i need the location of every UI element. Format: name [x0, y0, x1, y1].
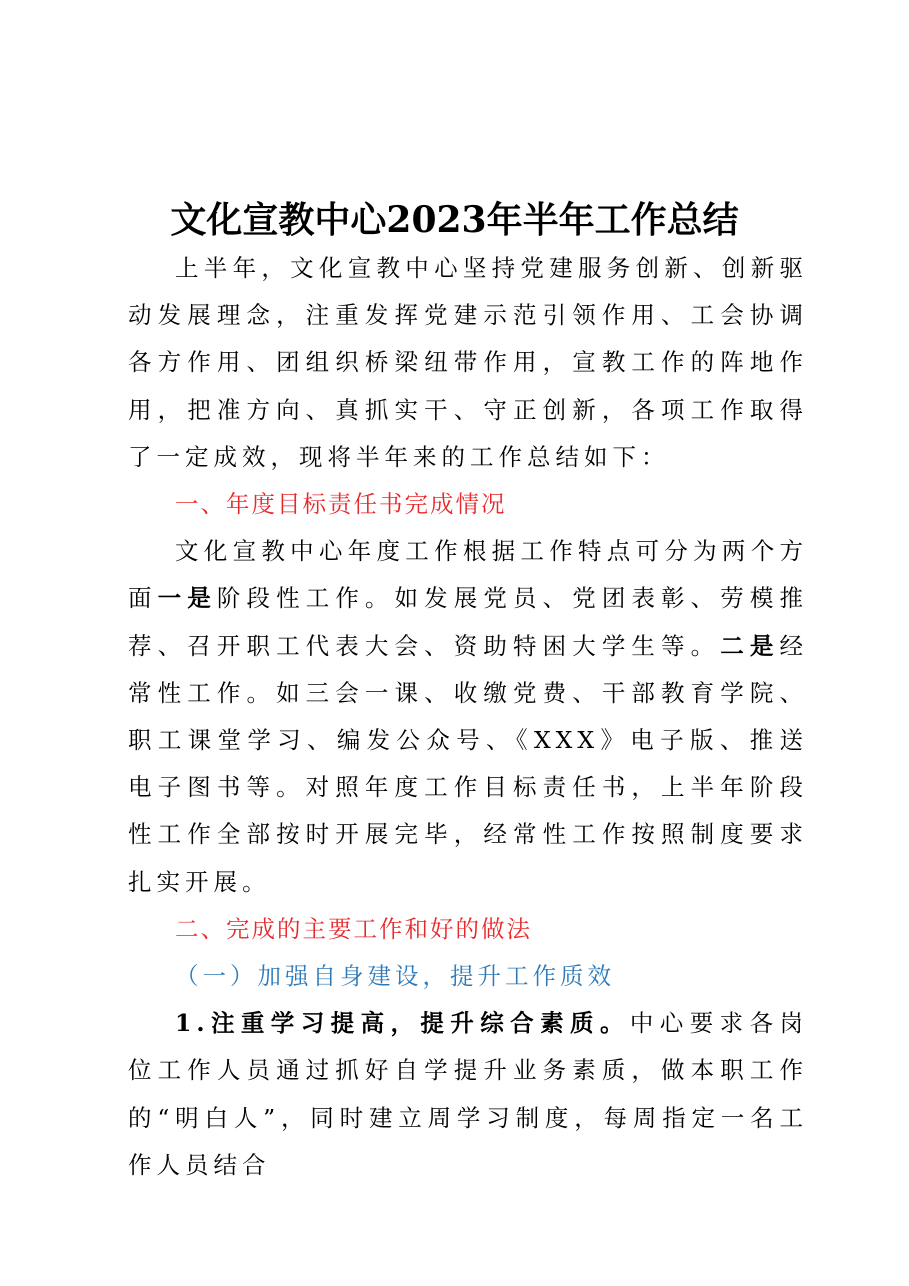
intro-paragraph: 上半年，文化宣教中心坚持党建服务创新、创新驱动发展理念，注重发挥党建示范引领作用、工会协调各方作用、团组织桥梁纽带作用，宣教工作的阵地作用，把准方向、真抓实干、守正创新，各项工作取得了一定成效，现将半年来的工作总结如下：: [128, 254, 808, 471]
section1-text-b: 阶段性工作。如发展党员、党团表彰、劳模推荐、召开职工代表大会、资助特困大学生等。: [128, 584, 809, 660]
section1-bold-a: 一是: [157, 584, 217, 613]
item1-text: 中心要求各岗位工作人员通过抓好自学提升业务素质，做本职工作的“明白人”，同时建立周学习制度，每周指定一名工作人员结合: [128, 1009, 808, 1179]
document-title: 文化宣教中心2023年半年工作总结: [170, 199, 739, 241]
section2-subheading: （一）加强自身建设，提升工作质效: [175, 962, 615, 991]
section1-text-c: 经常性工作。如三会一课、收缴党费、干部教育学院、职工课堂学习、编发公众号、《XXX》电子版、推送电子图书等。对照年度工作目标责任书，上半年阶段性工作全部按时开展完毕，经常性工作按照制度要求扎实开展。: [128, 631, 809, 896]
document-body: [128, 245, 808, 1189]
section2-heading: 二、完成的主要工作和好的做法: [175, 914, 532, 943]
section1-bold-b: 二是: [720, 631, 780, 660]
item1-paragraph: [128, 1000, 808, 1189]
section1-text-a: 文化宣教中心年度工作根据工作特点可分为两个方面: [128, 537, 808, 613]
item1-bold: 1.注重学习提高，提升综合素质。: [175, 1009, 630, 1038]
section1-heading: 一、年度目标责任书完成情况: [175, 490, 507, 519]
section1-paragraph: [128, 528, 808, 906]
